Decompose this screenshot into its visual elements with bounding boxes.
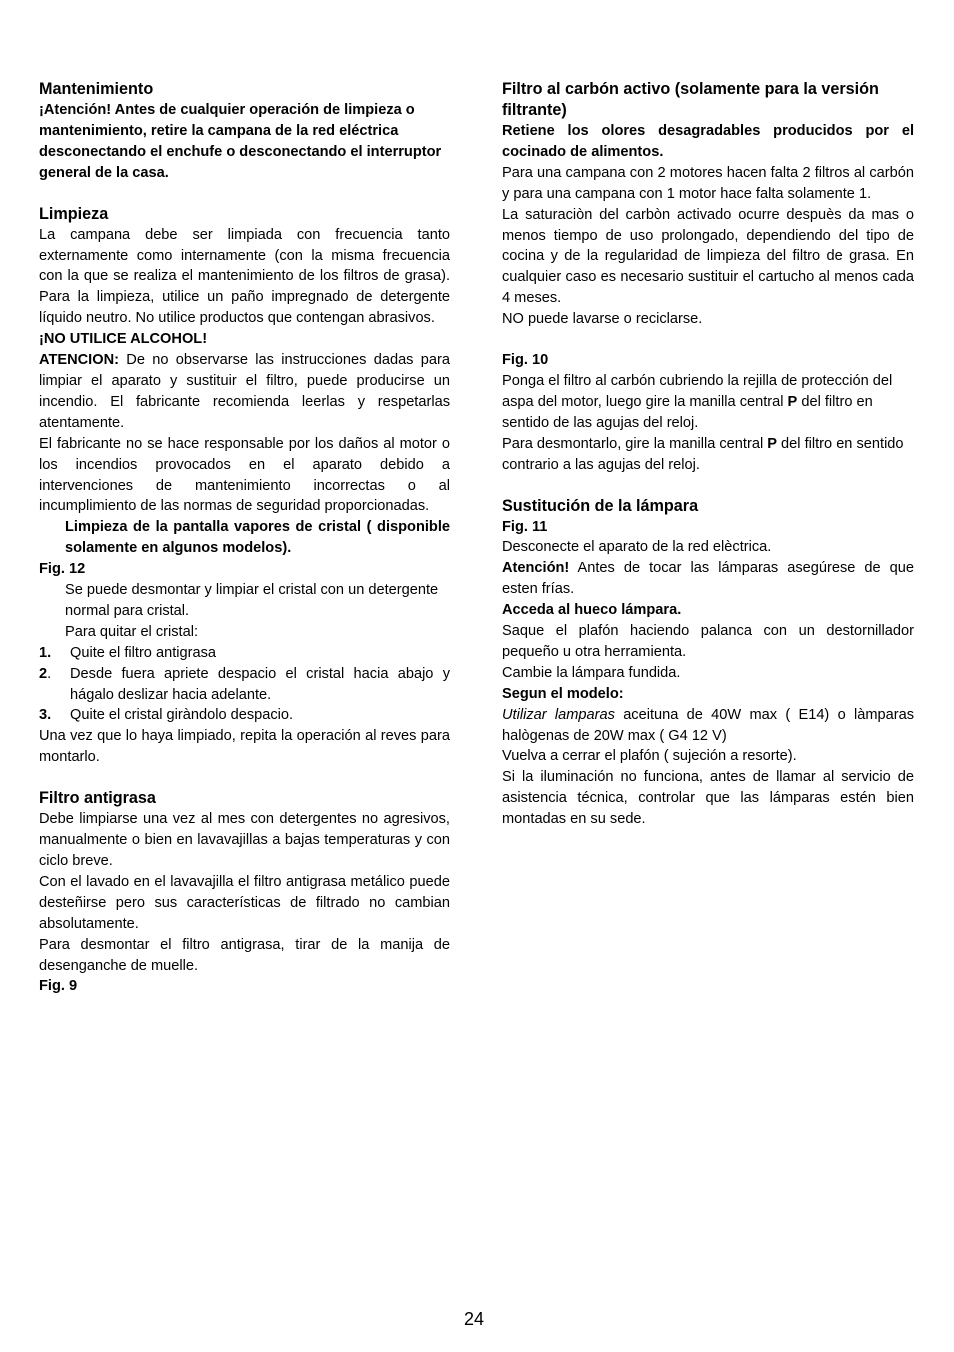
p-letter: P [767, 435, 777, 452]
carbon-heading: Filtro al carbón activo (solamente para la versión filtrante) [502, 80, 879, 119]
mantenimiento-heading: Mantenimiento [39, 80, 154, 98]
right-column [502, 79, 914, 830]
lampara-paragraph-5: Si la iluminación no funciona, antes de llamar al servicio de asistencia técnica, controlar que las lámparas estén bien montadas en su sede. [502, 769, 914, 828]
lampara-atencion-label: Atención! [502, 560, 570, 577]
p-letter: P [787, 393, 798, 410]
list-number: 2. [39, 665, 52, 682]
fig-12-label: Fig. 12 [39, 561, 86, 578]
carbon-paragraph-4: Ponga el filtro al carbón cubriendo la rejilla de protección del aspa del motor, luego gire la manilla central P del filtro en sentido de las agujas del reloj. [502, 372, 893, 431]
limpieza-heading: Limpieza [39, 204, 109, 223]
lampara-paragraph-3: Cambie la lámpara fundida. [502, 664, 681, 681]
list-item [39, 664, 450, 706]
no-alcohol-warning: ¡NO UTILICE ALCOHOL! [39, 331, 208, 348]
fig-9-label: Fig. 9 [39, 978, 78, 995]
acceda-label: Acceda al hueco lámpara. [502, 602, 682, 619]
utilizar-paragraph: Utilizar lamparas aceituna de 40W max ( E14) o làmparas halògenas de 20W max ( G4 12 V) [502, 706, 914, 744]
pantalla-heading: Limpieza de la pantalla vapores de cristal ( disponible solamente en algunos modelos). [65, 519, 450, 557]
lampara-heading: Sustitución de la lámpara [502, 496, 699, 515]
list-item [39, 643, 450, 664]
list-number: 3. [39, 707, 52, 724]
atencion-text: De no observarse las instrucciones dadas para limpiar el aparato y sustituir el filtro, puede producirse un incendio. El fabricante recomienda leerlas y respetarlas atentamente. [39, 352, 450, 431]
segun-label: Segun el modelo: [502, 685, 624, 702]
list-text: Quite el cristal giràndolo despacio. [70, 707, 294, 724]
carbon-lead: Retiene los olores desagradables producidos por el cocinado de alimentos. [502, 123, 914, 160]
antigrasa-paragraph-1: Debe limpiarse una vez al mes con detergentes no agresivos, manualmente o bien en lavavajillas a bajas temperaturas y con ciclo breve. [39, 811, 450, 869]
page-number: 24 [464, 1309, 485, 1329]
list-text: Desde fuera apriete despacio el cristal hacia abajo y hágalo deslizar hacia adelante. [70, 665, 450, 703]
lampara-paragraph-2: Saque el plafón haciendo palanca con un destornillador pequeño u otra herramienta. [502, 623, 914, 660]
lampara-paragraph-4: Vuelva a cerrar el plafón ( sujeción a resorte). [502, 748, 797, 765]
left-column [39, 79, 450, 997]
fig-11-label: Fig. 11 [502, 518, 548, 535]
carbon-paragraph-3: NO puede lavarse o reciclarse. [502, 311, 703, 328]
fig-10-label: Fig. 10 [502, 352, 549, 369]
antigrasa-heading: Filtro antigrasa [39, 789, 156, 808]
list-item [39, 705, 450, 726]
list-number: 1. [39, 644, 52, 661]
atencion-paragraph [39, 350, 450, 434]
carbon-paragraph-2: La saturaciòn del carbòn activado ocurre despuès da mas o menos tiempo de uso prolongado, dependiendo del tipo de cocina y de la regularidad de limpieza del filtro de grasa. En cualquier caso es necesario sustituir el cartucho al menos cada 4 meses. [502, 206, 914, 307]
antigrasa-paragraph-2: Con el lavado en el lavavajilla el filtro antigrasa metálico puede desteñirse pero sus características de filtrado no cambian absolutamente. [39, 873, 450, 932]
limpieza-paragraph-1: La campana debe ser limpiada con frecuencia tanto externamente como internamente (con la misma frecuencia con la que se realiza el mantenimiento de los filtros de grasa). Para la limpieza, utilice un paño impregnado de detergente líquido neutro. No utilice productos que contengan abrasivos. [39, 226, 450, 327]
carbon-paragraph-1: Para una campana con 2 motores hacen falta 2 filtros al carbón y para una campana con 1 motor hace falta solamente 1. [502, 164, 914, 202]
pantalla-paragraph: Se puede desmontar y limpiar el cristal con un detergente normal para cristal. [65, 582, 439, 619]
lampara-atencion: Atención! Antes de tocar las lámparas asegúrese de que esten frías. [502, 560, 914, 598]
para-quitar-label: Para quitar el cristal: [65, 623, 199, 640]
mantenimiento-warning: ¡Atención! Antes de cualquier operación de limpieza o mantenimiento, retire la campana de la red eléctrica desconectando el enchufe o desconectando el interruptor general de la casa. [39, 102, 442, 181]
limpieza-paragraph-2: El fabricante no se hace responsable por los daños al motor o los incendios provocados en el aparato debido a intervenciones de mantenimiento incorrectas o al incumplimiento de las normas de seguridad proporcionadas. [39, 435, 450, 515]
atencion-label: ATENCION: [39, 352, 119, 369]
antigrasa-paragraph-3: Para desmontar el filtro antigrasa, tirar de la manija de desenganche de muelle. [39, 936, 450, 974]
limpieza-paragraph-3: Una vez que lo haya limpiado, repita la operación al reves para montarlo. [39, 728, 450, 766]
list-text: Quite el filtro antigrasa [70, 644, 217, 661]
lampara-paragraph-1: Desconecte el aparato de la red elèctrica. [502, 539, 772, 556]
carbon-paragraph-5: Para desmontarlo, gire la manilla central P del filtro en sentido contrario a las agujas del reloj. [502, 435, 904, 473]
